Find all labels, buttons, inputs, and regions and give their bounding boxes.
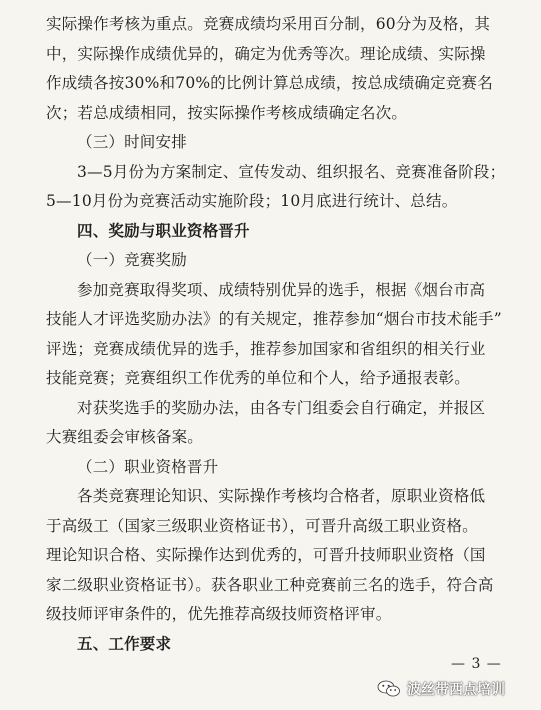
text-line: 家二级职业资格证书）。获各职业工种竞赛前三名的选手，符合高 [46,575,494,594]
section-heading: 五、工作要求 [77,634,172,653]
text-line: 作成绩各按30%和70%的比例计算总成绩，按总成绩确定竞赛名 [46,74,493,92]
subsection-heading: （二）职业资格晋升 [77,457,219,476]
text-line: 中，实际操作成绩优异的，确定为优秀等次。理论成绩、实际操 [46,44,486,63]
text-line: 大赛组委会审核备案。 [46,428,204,446]
text-line: 次；若总成绩相同，按实际操作考核成绩确定名次。 [46,103,408,122]
body-paragraph [46,394,516,453]
subsection-heading: （一）竞赛奖励 [77,251,187,269]
body-paragraph [46,158,516,217]
body-paragraph [46,276,516,394]
wechat-watermark [377,679,505,699]
watermark-text: 波丝带西点培训 [407,682,505,698]
text-line: 对获奖选手的奖励办法，由各专门组委会自行确定，并报区 [77,398,486,417]
text-line: 各类竞赛理论知识、实际操作考核均合格者，原职业资格低 [77,487,486,505]
text-line: 理论知识合格、实际操作达到优秀的，可晋升技师职业资格（国 [46,546,486,564]
text-line: 实际操作考核为重点。竞赛成绩均采用百分制，60分为及格，其 [46,15,491,33]
text-line: 参加竞赛取得奖项、成绩特别优异的选手，根据《烟台市高 [77,280,486,299]
subsection-heading: （三）时间安排 [77,133,187,151]
text-line: 3—5月份为方案制定、宣传发动、组织报名、竞赛准备阶段； [77,162,506,181]
body-paragraph [46,482,516,630]
page-number: — 3 — [451,656,502,672]
text-line: 5—10月份为竞赛活动实施阶段；10月底进行统计、总结。 [46,192,458,210]
wechat-icon [377,680,401,698]
text-line: 技能人才评选奖励办法》的有关规定，推荐参加“烟台市技术能手” [46,310,502,328]
section-heading: 四、奖励与职业资格晋升 [77,221,250,240]
text-line: 级技师评审条件的，优先推荐高级技师资格评审。 [46,605,392,623]
text-line: 评选；竞赛成绩优异的选手，推荐参加国家和省组织的相关行业 [46,339,486,358]
text-line: 技能竞赛；竞赛组织工作优秀的单位和个人，给予通报表彰。 [46,369,470,387]
body-paragraph [46,10,516,128]
document-body [46,10,516,659]
text-line: 于高级工（国家三级职业资格证书），可晋升高级工职业资格。 [46,516,478,535]
